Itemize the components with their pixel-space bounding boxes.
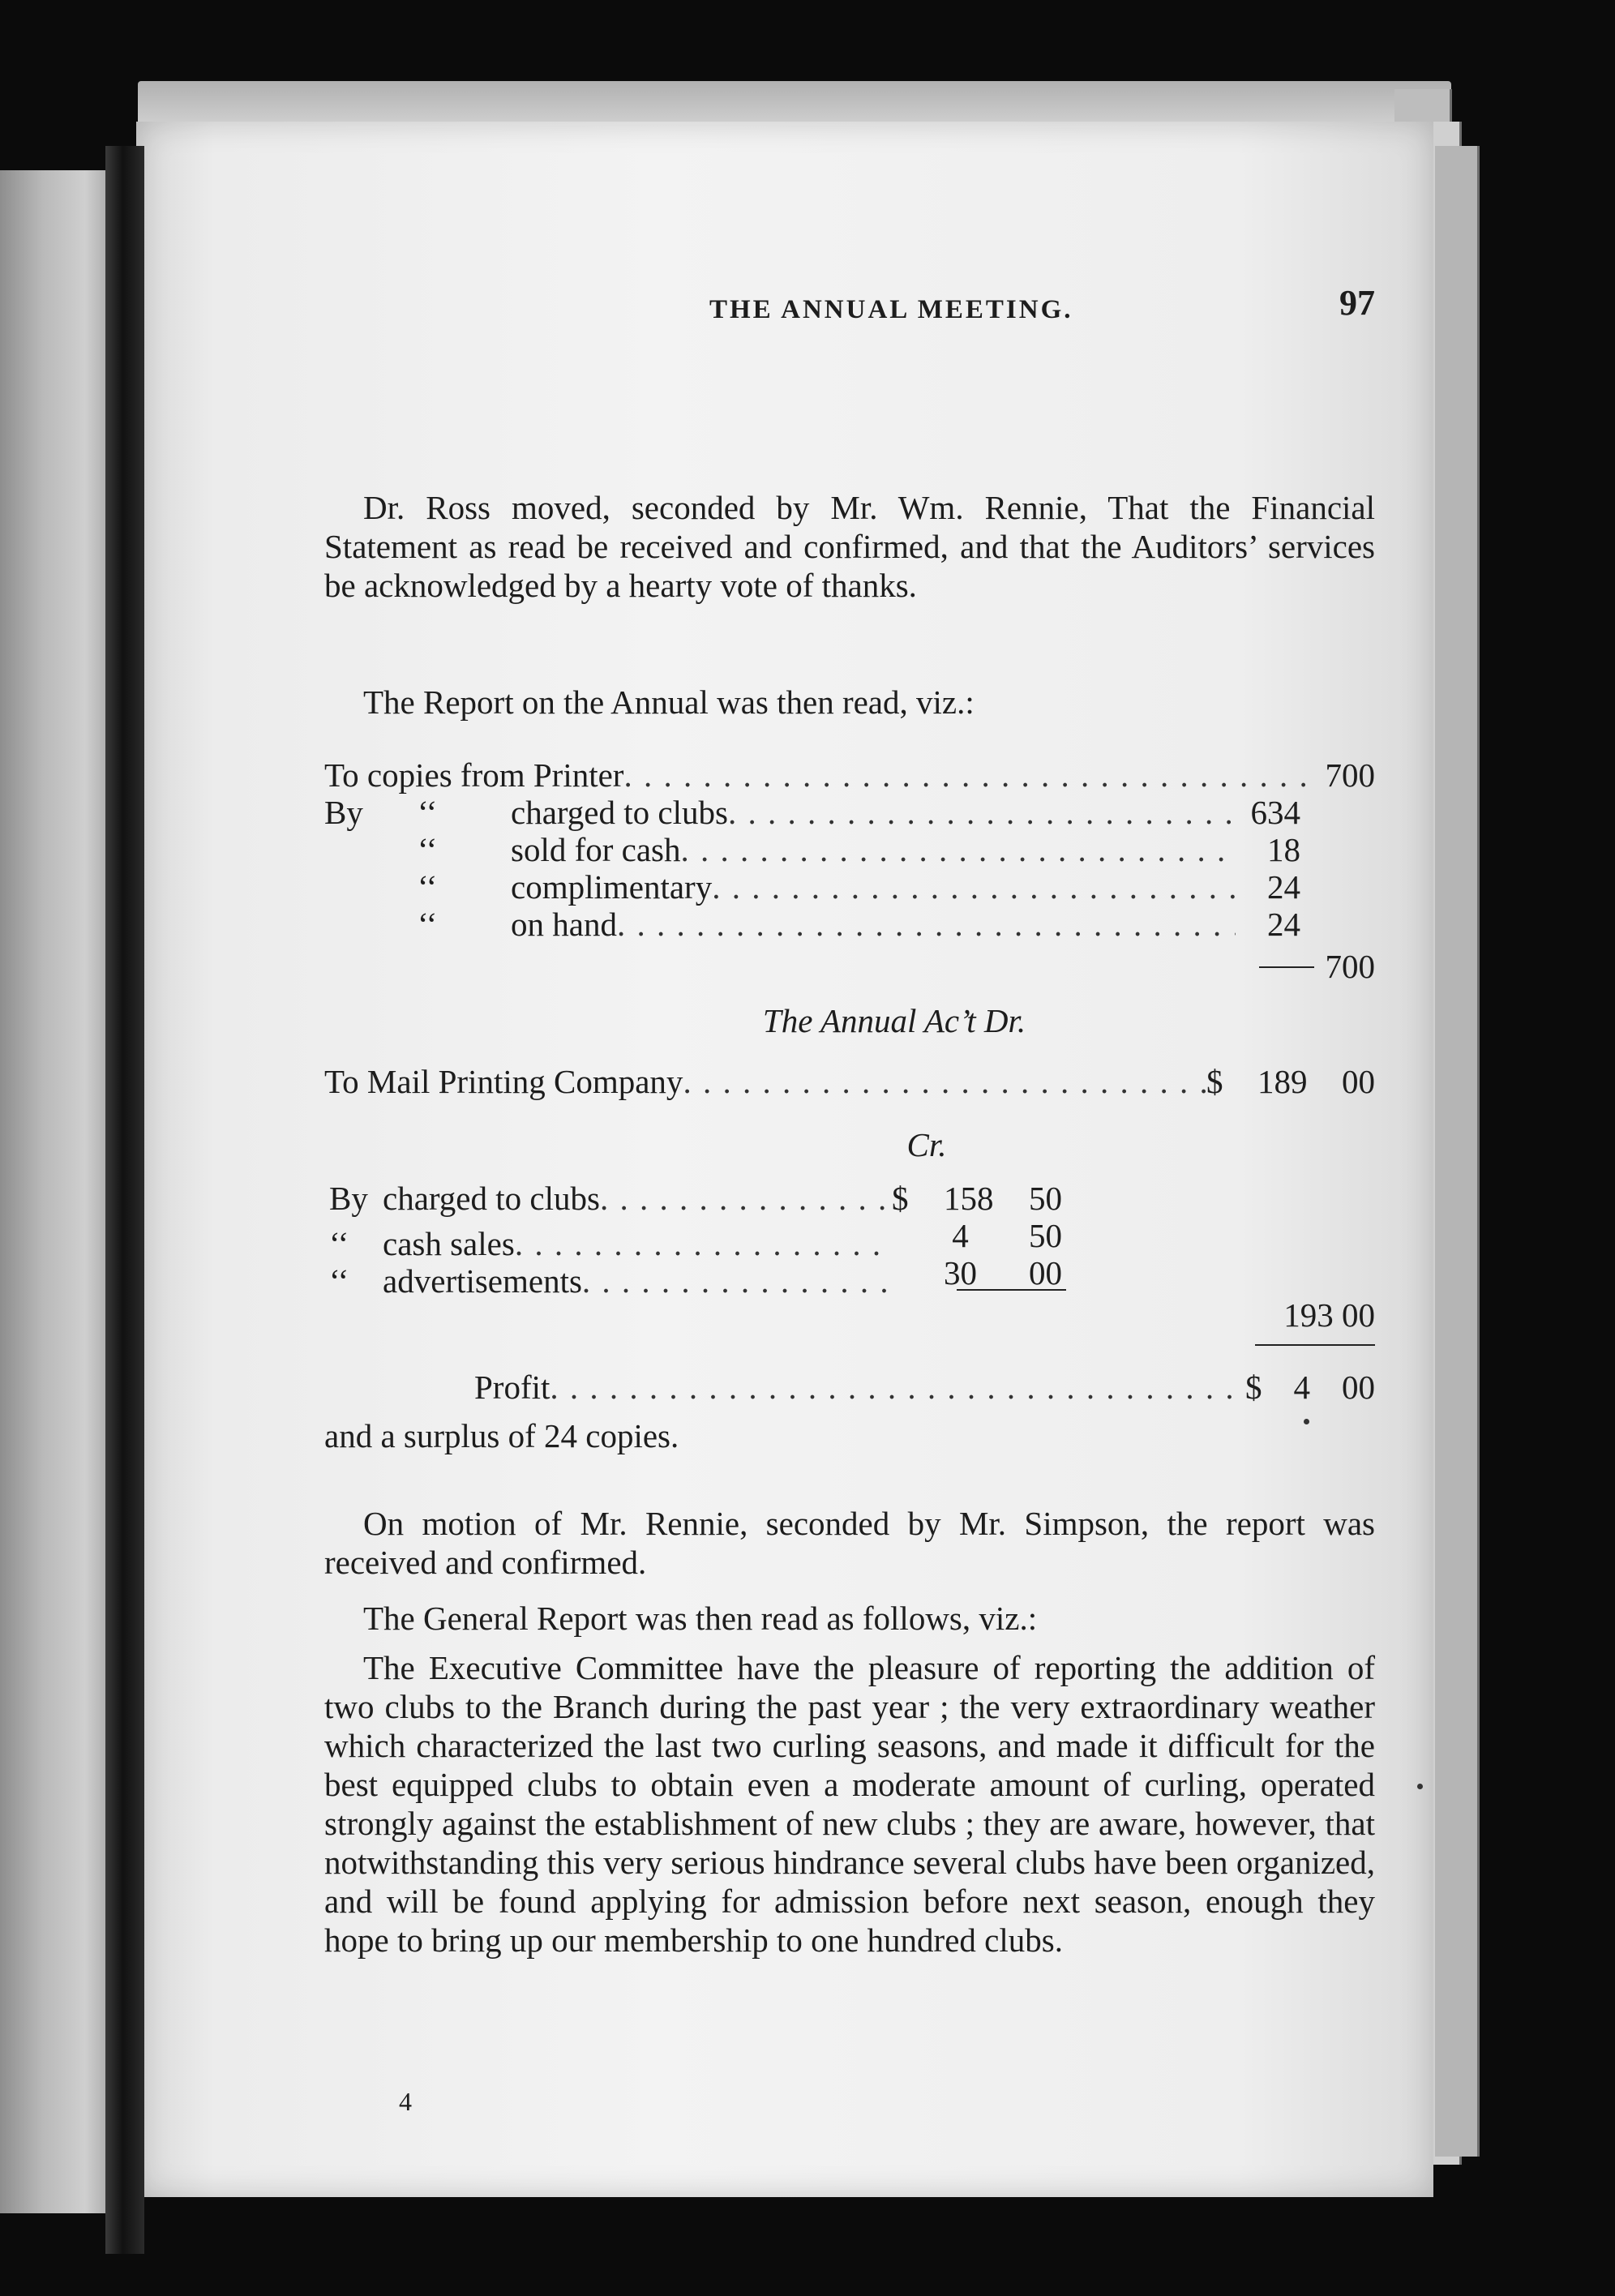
copies-total	[1259, 947, 1376, 986]
page-edge	[1435, 146, 1480, 2157]
leader-dots	[712, 867, 1236, 906]
paragraph-motion-report: On motion of Mr. Rennie, seconded by Mr. Simpson, the report was received and confirmed.	[324, 1505, 1375, 1581]
by-label: By	[324, 794, 363, 831]
leader-dots	[681, 830, 1236, 869]
paragraph-motion-financial: Dr. Ross moved, seconded by Mr. Wm. Rennie, That the Financial Statement as read be received and confirmed, and that the Auditors’ services be acknowledged by a hearty vote of thanks.	[324, 489, 1375, 604]
ledger-label: on hand	[511, 906, 617, 943]
ledger-label: complimentary	[511, 868, 713, 906]
dollars: 30	[944, 1254, 977, 1292]
book-page	[136, 122, 1433, 2197]
ledger-amount	[892, 1253, 1062, 1292]
signature-mark: 4	[399, 2087, 412, 2116]
ledger-label: charged to clubs	[383, 1180, 600, 1217]
ledger-amount	[892, 1179, 1062, 1218]
ditto-mark: ‘‘	[418, 868, 438, 906]
ledger-label: cash sales	[383, 1225, 515, 1262]
ledger-label: Profit	[474, 1369, 550, 1406]
ledger-label: sold for cash	[511, 831, 681, 868]
dollars: 4	[952, 1217, 969, 1254]
ledger-label: To copies from Printer	[324, 756, 624, 794]
cents: 50	[1029, 1217, 1062, 1254]
total-rule	[1259, 966, 1314, 968]
dollars: 4	[1293, 1369, 1310, 1406]
ledger-label: charged to clubs	[511, 794, 728, 831]
cents: 50	[1029, 1180, 1062, 1217]
paper-speck	[1417, 1784, 1423, 1789]
leader-dots	[623, 756, 1310, 795]
ledger-amount	[892, 1216, 1062, 1255]
cents: 00	[1342, 1369, 1375, 1406]
ledger-row-complimentary	[324, 867, 1375, 906]
currency-sign: $	[1206, 1063, 1223, 1100]
ledger-amount	[1206, 1062, 1375, 1101]
ledger-value: 24	[1267, 906, 1300, 943]
ledger-row-printer	[324, 756, 1375, 795]
leader-dots	[582, 1262, 892, 1300]
paragraph-executive: The Executive Committee have the pleasure of reporting the addition of two clubs to the Branch during the past year ; the very extraordinary weather which characterized the last two curling seasons, and made it difficult for the best equipped clubs to obtain even a moderate amount of curling, operated strongly against the establishment of new clubs ; they are aware, however, that notwithstanding this very serious hindrance several clubs have been organized, and will be found applying for admission before next season, enough they hope to bring up our membership to one hundred clubs.	[324, 1649, 1375, 1959]
ledger-row-cash	[324, 830, 1375, 869]
credit-heading: Cr.	[906, 1126, 947, 1163]
surplus-note: and a surplus of 24 copies.	[324, 1417, 679, 1454]
ledger-label: To Mail Printing Company	[324, 1063, 683, 1100]
credit-prefix: ‘‘	[329, 1262, 349, 1300]
currency-sign: $	[892, 1180, 909, 1217]
ledger-row-charged	[324, 793, 1375, 832]
book-gutter	[105, 146, 144, 2254]
leader-dots	[728, 793, 1236, 832]
leader-dots	[550, 1368, 1245, 1407]
paragraph-general-intro: The General Report was then read as follows, viz.:	[363, 1600, 1038, 1637]
running-head	[324, 284, 1375, 332]
credit-row-cash-sales	[324, 1216, 1062, 1262]
ditto-mark: ‘‘	[418, 794, 438, 831]
credit-prefix: By	[329, 1180, 368, 1217]
paragraph-report-intro: The Report on the Annual was then read, viz.:	[363, 683, 975, 721]
leader-dots	[600, 1179, 892, 1218]
cents: 00	[1342, 1063, 1375, 1100]
leader-dots	[617, 905, 1236, 944]
ledger-value: 700	[1325, 756, 1375, 794]
running-head-title: THE ANNUAL MEETING.	[709, 295, 1073, 324]
ledger-label: advertisements	[383, 1262, 582, 1300]
ditto-mark: ‘‘	[418, 906, 438, 943]
ledger-value: 634	[1250, 794, 1300, 831]
credit-row-clubs	[324, 1179, 1062, 1218]
profit-rule	[1255, 1344, 1375, 1346]
previous-page	[0, 170, 122, 2213]
ledger-row-mail-printing	[324, 1062, 1375, 1101]
dollars: 158	[944, 1180, 994, 1217]
currency-sign: $	[1245, 1369, 1262, 1406]
dollars: 189	[1257, 1063, 1308, 1100]
credit-total: 193 00	[1283, 1296, 1375, 1334]
ledger-amount	[1245, 1368, 1375, 1407]
paper-speck	[1304, 1419, 1309, 1424]
ditto-mark: ‘‘	[418, 831, 438, 868]
copies-total-value: 700	[1325, 948, 1375, 985]
ledger-row-profit	[324, 1368, 1375, 1407]
ledger-value: 24	[1267, 868, 1300, 906]
cents: 00	[1029, 1254, 1062, 1292]
credit-row-advertisements	[324, 1253, 1062, 1300]
ledger-value: 18	[1267, 831, 1300, 868]
ledger-row-on-hand	[324, 905, 1375, 944]
credit-subtotal-rule	[957, 1289, 1066, 1291]
credit-prefix: ‘‘	[329, 1225, 349, 1262]
account-heading: The Annual Ac’t Dr.	[762, 1002, 1026, 1039]
page-number: 97	[1339, 283, 1375, 323]
leader-dots	[683, 1062, 1206, 1101]
